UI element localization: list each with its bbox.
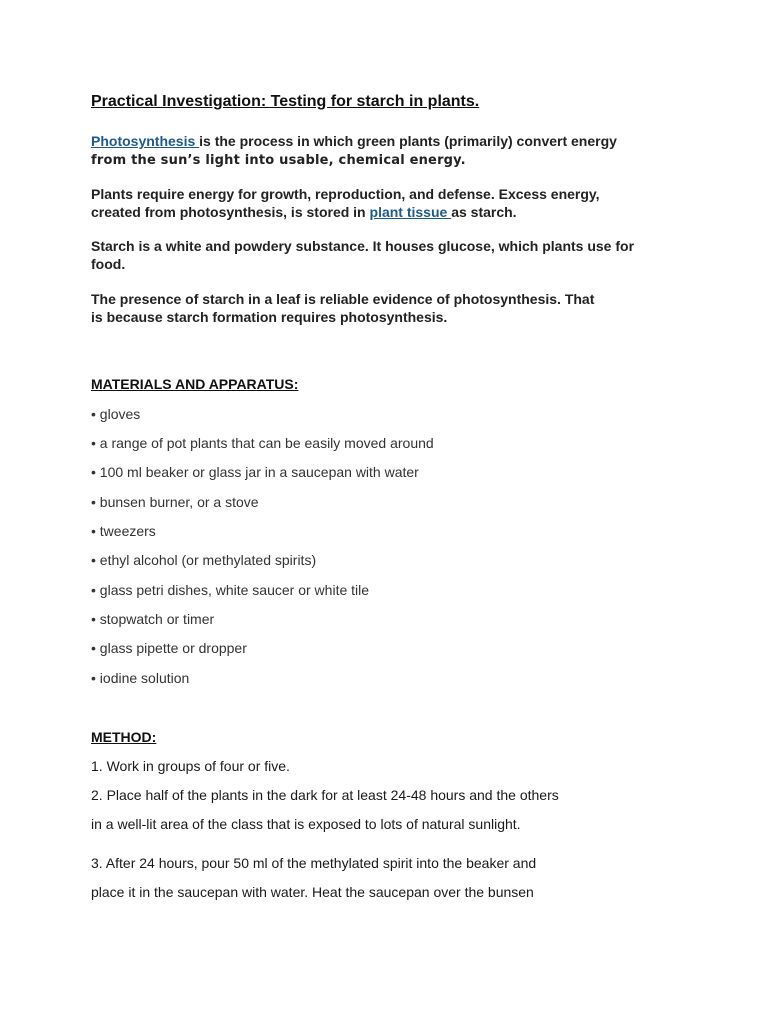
materials-item: • ethyl alcohol (or methylated spirits) xyxy=(91,552,317,568)
intro-p3-line2: food. xyxy=(91,256,126,272)
intro-paragraph-3 xyxy=(91,237,691,273)
photosynthesis-link[interactable]: Photosynthesis xyxy=(91,133,200,149)
intro-p1-line2: from the sun’s light into usable, chemical energy. xyxy=(91,153,466,168)
materials-item: • gloves xyxy=(91,406,141,422)
method-heading: METHOD: xyxy=(91,729,157,745)
page-title: Practical Investigation: Testing for starch in plants. xyxy=(91,93,480,110)
materials-item: • stopwatch or timer xyxy=(91,611,215,627)
materials-item: • bunsen burner, or a stove xyxy=(91,494,259,510)
method-line: 1. Work in groups of four or five. xyxy=(91,758,290,774)
intro-p2-line1: Plants require energy for growth, reproduction, and defense. Excess energy, xyxy=(91,186,600,202)
materials-item: • glass pipette or dropper xyxy=(91,640,247,656)
method-line: in a well-lit area of the class that is exposed to lots of natural sunlight. xyxy=(91,816,521,832)
intro-paragraph-2 xyxy=(91,185,691,221)
intro-p2-line2-post: as starch. xyxy=(451,204,517,220)
materials-heading: MATERIALS AND APPARATUS: xyxy=(91,376,299,392)
materials-item: • tweezers xyxy=(91,523,156,539)
intro-p3-line1: Starch is a white and powdery substance. It houses glucose, which plants use for xyxy=(91,238,635,254)
method-line: place it in the saucepan with water. Heat the saucepan over the bunsen xyxy=(91,884,534,900)
materials-item: • a range of pot plants that can be easily moved around xyxy=(91,435,434,451)
intro-p2-line2-pre: created from photosynthesis, is stored in xyxy=(91,204,370,220)
intro-paragraph-1 xyxy=(91,132,691,170)
method-line: 3. After 24 hours, pour 50 ml of the methylated spirit into the beaker and xyxy=(91,855,537,871)
method-line: 2. Place half of the plants in the dark for at least 24-48 hours and the others xyxy=(91,787,559,803)
materials-item: • glass petri dishes, white saucer or white tile xyxy=(91,582,370,598)
intro-paragraph-4 xyxy=(91,290,691,326)
intro-p1-text: is the process in which green plants (primarily) convert energy xyxy=(199,133,617,149)
intro-p4-line2: is because starch formation requires photosynthesis. xyxy=(91,309,448,325)
intro-p4-line1: The presence of starch in a leaf is reliable evidence of photosynthesis. That xyxy=(91,291,595,307)
materials-item: • iodine solution xyxy=(91,670,190,686)
materials-item: • 100 ml beaker or glass jar in a saucepan with water xyxy=(91,464,419,480)
plant-tissue-link[interactable]: plant tissue xyxy=(369,204,452,220)
